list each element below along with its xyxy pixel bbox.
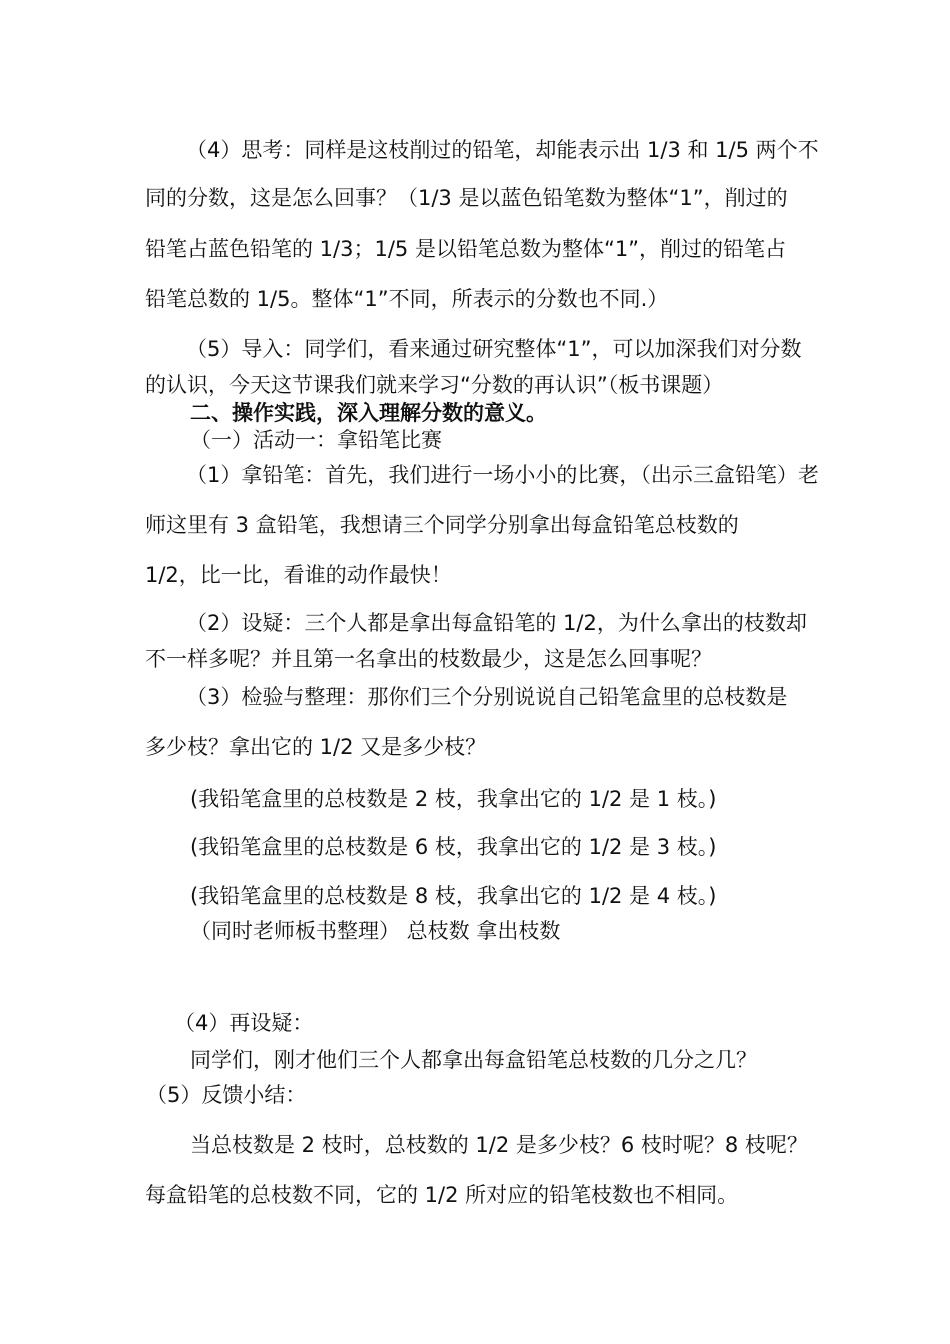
answer-line: (我铅笔盒里的总枝数是 6 枝，我拿出它的 1/2 是 3 枝。) — [190, 835, 717, 859]
paragraph-line: 1/2，比一比，看谁的动作最快！ — [145, 563, 452, 587]
paragraph-line: 的认识，今天这节课我们就来学习“分数的再认识”（板书课题） — [145, 373, 724, 397]
answer-line: (我铅笔盒里的总枝数是 8 枝，我拿出它的 1/2 是 4 枝。) — [190, 884, 717, 908]
paragraph-line: 同的分数，这是怎么回事？（1/3 是以蓝色铅笔数为整体“1”，削过的 — [145, 186, 788, 210]
paragraph-line: 每盒铅笔的总枝数不同，它的 1/2 所对应的铅笔枝数也不相同。 — [145, 1183, 739, 1207]
paragraph-line: 铅笔占蓝色铅笔的 1/3；1/5 是以铅笔总数为整体“1”，削过的铅笔占 — [145, 237, 787, 261]
paragraph-line: 当总枝数是 2 枝时，总枝数的 1/2 是多少枝？6 枝时呢？8 枝呢？ — [190, 1133, 808, 1157]
paragraph-line: （3）检验与整理：那你们三个分别说说自己铅笔盒里的总枝数是 — [186, 685, 788, 709]
section-heading: 二、操作实践，深入理解分数的意义。 — [190, 401, 547, 425]
board-note-line: （同时老师板书整理） 总枝数 拿出枝数 — [190, 919, 561, 943]
paragraph-line: 铅笔总数的 1/5。整体“1”不同，所表示的分数也不同.） — [145, 287, 669, 311]
paragraph-line: 多少枝？拿出它的 1/2 又是多少枝？ — [145, 735, 487, 759]
answer-line: (我铅笔盒里的总枝数是 2 枝，我拿出它的 1/2 是 1 枝。) — [190, 787, 717, 811]
paragraph-line: （4）再设疑： — [174, 1011, 314, 1035]
paragraph-line: 同学们，刚才他们三个人都拿出每盒铅笔总枝数的几分之几？ — [190, 1048, 757, 1072]
paragraph-line: 师这里有 3 盒铅笔，我想请三个同学分别拿出每盒铅笔总枝数的 — [145, 513, 739, 537]
paragraph-line: （5）反馈小结： — [146, 1083, 307, 1107]
paragraph-line: （5）导入：同学们，看来通过研究整体“1”，可以加深我们对分数 — [186, 337, 802, 361]
paragraph-line: （4）思考：同样是这枝削过的铅笔，却能表示出 1/3 和 1/5 两个不 — [186, 138, 819, 162]
subsection-heading: （一）活动一：拿铅笔比赛 — [190, 428, 442, 452]
paragraph-line: （2）设疑：三个人都是拿出每盒铅笔的 1/2，为什么拿出的枝数却 — [186, 611, 807, 635]
paragraph-line: （1）拿铅笔：首先，我们进行一场小小的比赛，（出示三盒铅笔）老 — [186, 463, 819, 487]
paragraph-line: 不一样多呢？并且第一名拿出的枝数最少，这是怎么回事呢？ — [145, 647, 712, 671]
